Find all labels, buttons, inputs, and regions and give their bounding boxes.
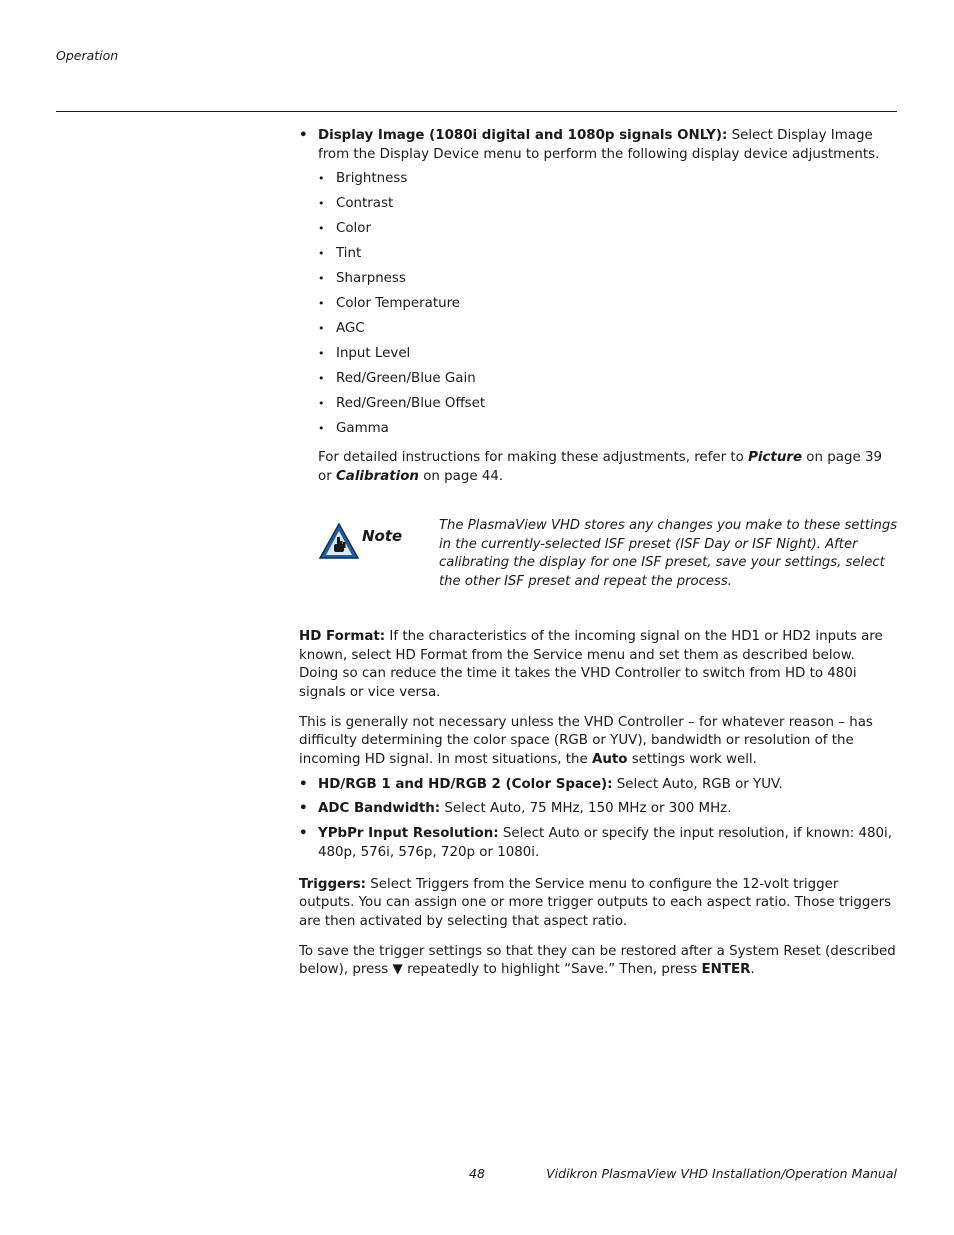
list-item: • Red/Green/Blue Offset [318, 395, 897, 420]
bullet: • [318, 347, 325, 361]
bullet: • [318, 397, 325, 411]
display-image-item [299, 127, 897, 164]
bullet: • [299, 801, 308, 817]
note-block [299, 517, 897, 617]
page-number: 48 [469, 1166, 485, 1181]
list-item: • HD/RGB 1 and HD/RGB 2 (Color Space): Select Auto, RGB or YUV. [299, 776, 897, 795]
note-hand-icon [319, 523, 359, 559]
bullet: • [318, 372, 325, 386]
display-image-desc: Select Display Image from the Display Device menu to perform the following display device adjustments. [318, 128, 880, 162]
hd-format-list [299, 776, 897, 863]
list-item: • Color Temperature [318, 295, 897, 320]
adjustment-list [318, 170, 897, 445]
list-item: • Tint [318, 245, 897, 270]
calibration-link[interactable]: Calibration [335, 469, 419, 485]
list-item: • Gamma [318, 420, 897, 445]
down-arrow-icon: ▼ [392, 962, 403, 978]
bullet: • [318, 422, 325, 436]
enter-key-label: ENTER [701, 962, 751, 978]
bullet: • [318, 172, 325, 186]
manual-title: Vidikron PlasmaView VHD Installation/Operation Manual [546, 1166, 897, 1181]
triggers-term: Triggers: [299, 876, 367, 892]
bullet: • [318, 272, 325, 286]
bullet: • [299, 826, 308, 842]
list-item: • ADC Bandwidth: Select Auto, 75 MHz, 150 MHz or 300 MHz. [299, 800, 897, 819]
list-item: • Color [318, 220, 897, 245]
picture-link[interactable]: Picture [748, 450, 803, 466]
bullet: • [318, 297, 325, 311]
list-item: • Contrast [318, 195, 897, 220]
list-item: • Sharpness [318, 270, 897, 295]
note-label: Note [362, 526, 403, 545]
list-item: • AGC [318, 320, 897, 345]
running-header: Operation [56, 48, 119, 63]
hd-format-paragraph: HD Format: If the characteristics of the incoming signal on the HD1 or HD2 inputs are known, select HD Format from the Service menu and set them as described below. Doing so can reduce the time it takes the VHD Controller to switch from HD to 480i signals or vice versa. [299, 628, 883, 700]
bullet: • [318, 247, 325, 261]
hd-format-term: HD Format: [299, 628, 386, 644]
triggers-paragraph: Triggers: Select Triggers from the Service menu to configure the 12-volt trigger outputs. You can assign one or more trigger outputs to each aspect ratio. Those triggers are then activated by selecting that aspect ratio. [299, 876, 892, 929]
list-item: • Brightness [318, 170, 897, 195]
bullet: • [299, 128, 308, 143]
bullet: • [318, 322, 325, 336]
list-item: • Input Level [318, 345, 897, 370]
hd-format-paragraph-2: This is generally not necessary unless the VHD Controller – for whatever reason – has difficulty determining the color space (RGB or YUV), bandwidth or resolution of the incoming HD signal. In most situations, the Auto settings work well. [299, 714, 873, 768]
triggers-paragraph-2: To save the trigger settings so that they can be restored after a System Reset (described below), press ▼ repeatedly to highlight “Save.” Then, press ENTER. [299, 943, 896, 978]
bullet: • [318, 222, 325, 236]
bullet: • [299, 776, 308, 792]
note-text: The PlasmaView VHD stores any changes you make to these settings in the currently-selected ISF preset (ISF Day or ISF Night). After calibrating the display for one ISF preset, save your settings, select the other ISF preset and repeat the process. [439, 517, 898, 589]
display-image-term: Display Image (1080i digital and 1080p signals ONLY): [318, 128, 728, 143]
header-rule [56, 111, 897, 112]
list-item: • YPbPr Input Resolution: Select Auto or specify the input resolution, if known: 480i, 480p, 576i, 576p, 720p or 1080i. [299, 826, 893, 860]
bullet: • [318, 197, 325, 211]
list-item: • Red/Green/Blue Gain [318, 370, 897, 395]
main-content [299, 127, 897, 980]
reference-paragraph: For detailed instructions for making these adjustments, refer to Picture on page 39 or Calibration on page 44. [318, 450, 882, 485]
